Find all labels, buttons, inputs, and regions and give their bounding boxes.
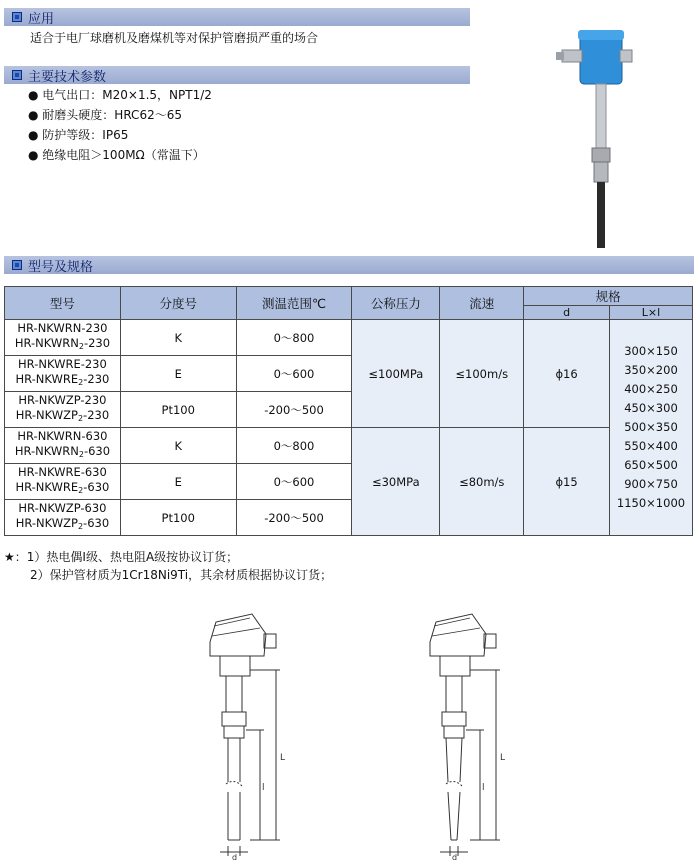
range-cell: 0～600 bbox=[236, 464, 352, 500]
d-cell: ϕ15 bbox=[524, 428, 610, 536]
section-square-icon bbox=[12, 260, 22, 270]
header-pressure: 公称压力 bbox=[352, 287, 440, 320]
range-cell: -200～500 bbox=[236, 392, 352, 428]
flow-cell: ≤100m/s bbox=[440, 320, 524, 428]
spec-item: ● 防护等级：IP65 bbox=[28, 128, 129, 142]
size-item: 500×350 bbox=[624, 420, 678, 434]
note-line-1: ★：1）热电偶Ⅰ级、热电阻A级按协议订货； bbox=[4, 550, 239, 564]
grade-cell: Pt100 bbox=[120, 392, 236, 428]
label-L: L bbox=[500, 753, 506, 763]
model-cell: HR-NKWZP-230 $HR-NKWZP_2-230$ bbox=[5, 392, 121, 428]
size-item: 400×250 bbox=[624, 382, 678, 396]
spec-item: ● 绝缘电阻＞100MΩ（常温下） bbox=[28, 148, 205, 162]
size-item: 300×150 bbox=[624, 344, 678, 358]
spec-item: ● 耐磨头硬度：HRC62～65 bbox=[28, 108, 182, 122]
application-text: 适合于电厂球磨机及磨煤机等对保护管磨损严重的场合 bbox=[30, 31, 319, 45]
range-cell: 0～800 bbox=[236, 428, 352, 464]
model-cell: HR-NKWRE-630 $HR-NKWRE_2-630$ bbox=[5, 464, 121, 500]
size-item: 650×500 bbox=[624, 458, 678, 472]
grade-cell: K bbox=[120, 320, 236, 356]
section-header-models bbox=[4, 256, 694, 274]
flow-cell: ≤80m/s bbox=[440, 428, 524, 536]
label-l: l bbox=[482, 783, 485, 793]
section-header-specs bbox=[4, 66, 470, 84]
note-line-2: 2）保护管材质为1Cr18Ni9Ti，其余材质根据协议订货； bbox=[30, 568, 333, 582]
table-row bbox=[5, 428, 693, 464]
dimension-drawing-tapered bbox=[400, 600, 530, 862]
grade-cell: E bbox=[120, 356, 236, 392]
size-item: 900×750 bbox=[624, 477, 678, 491]
model-cell: HR-NKWZP-630 $HR-NKWZP_2-630$ bbox=[5, 500, 121, 536]
range-cell: 0～600 bbox=[236, 356, 352, 392]
section-square-icon bbox=[12, 70, 22, 80]
section-header-application bbox=[4, 8, 470, 26]
label-L: L bbox=[280, 753, 286, 763]
section-title: 主要技术参数 bbox=[28, 69, 107, 85]
header-model: 型号 bbox=[5, 287, 121, 320]
pressure-cell: ≤100MPa bbox=[352, 320, 440, 428]
section-title: 型号及规格 bbox=[28, 259, 94, 275]
table-row bbox=[5, 320, 693, 356]
size-list-cell bbox=[610, 320, 693, 536]
label-d: d bbox=[232, 853, 238, 862]
range-cell: 0～800 bbox=[236, 320, 352, 356]
spec-item: ● 电气出口：M20×1.5，NPT1/2 bbox=[28, 88, 212, 102]
pressure-cell: ≤30MPa bbox=[352, 428, 440, 536]
label-l: l bbox=[262, 783, 265, 793]
d-cell: ϕ16 bbox=[524, 320, 610, 428]
header-d: d bbox=[524, 306, 610, 320]
dimension-drawing-straight bbox=[180, 600, 310, 862]
model-cell: HR-NKWRE-230 $HR-NKWRE_2-230$ bbox=[5, 356, 121, 392]
label-d: d bbox=[452, 853, 458, 862]
header-spec: 规格 bbox=[524, 287, 693, 306]
range-cell: -200～500 bbox=[236, 500, 352, 536]
size-item: 550×400 bbox=[624, 439, 678, 453]
product-photo bbox=[548, 22, 658, 254]
grade-cell: E bbox=[120, 464, 236, 500]
header-range: 测温范围℃ bbox=[236, 287, 352, 320]
size-item: 450×300 bbox=[624, 401, 678, 415]
model-cell: HR-NKWRN-630 $HR-NKWRN_2-630$ bbox=[5, 428, 121, 464]
grade-cell: Pt100 bbox=[120, 500, 236, 536]
header-grade: 分度号 bbox=[120, 287, 236, 320]
header-flow: 流速 bbox=[440, 287, 524, 320]
size-item: 350×200 bbox=[624, 363, 678, 377]
section-square-icon bbox=[12, 12, 22, 22]
star-icon: ★： bbox=[4, 550, 27, 564]
header-lxl: L×l bbox=[610, 306, 693, 320]
model-spec-table bbox=[4, 286, 693, 536]
size-item: 1150×1000 bbox=[616, 496, 686, 510]
model-cell: HR-NKWRN-230 $HR-NKWRN_2-230$ bbox=[5, 320, 121, 356]
junction-head-image bbox=[556, 30, 632, 84]
grade-cell: K bbox=[120, 428, 236, 464]
section-title: 应用 bbox=[28, 11, 55, 27]
